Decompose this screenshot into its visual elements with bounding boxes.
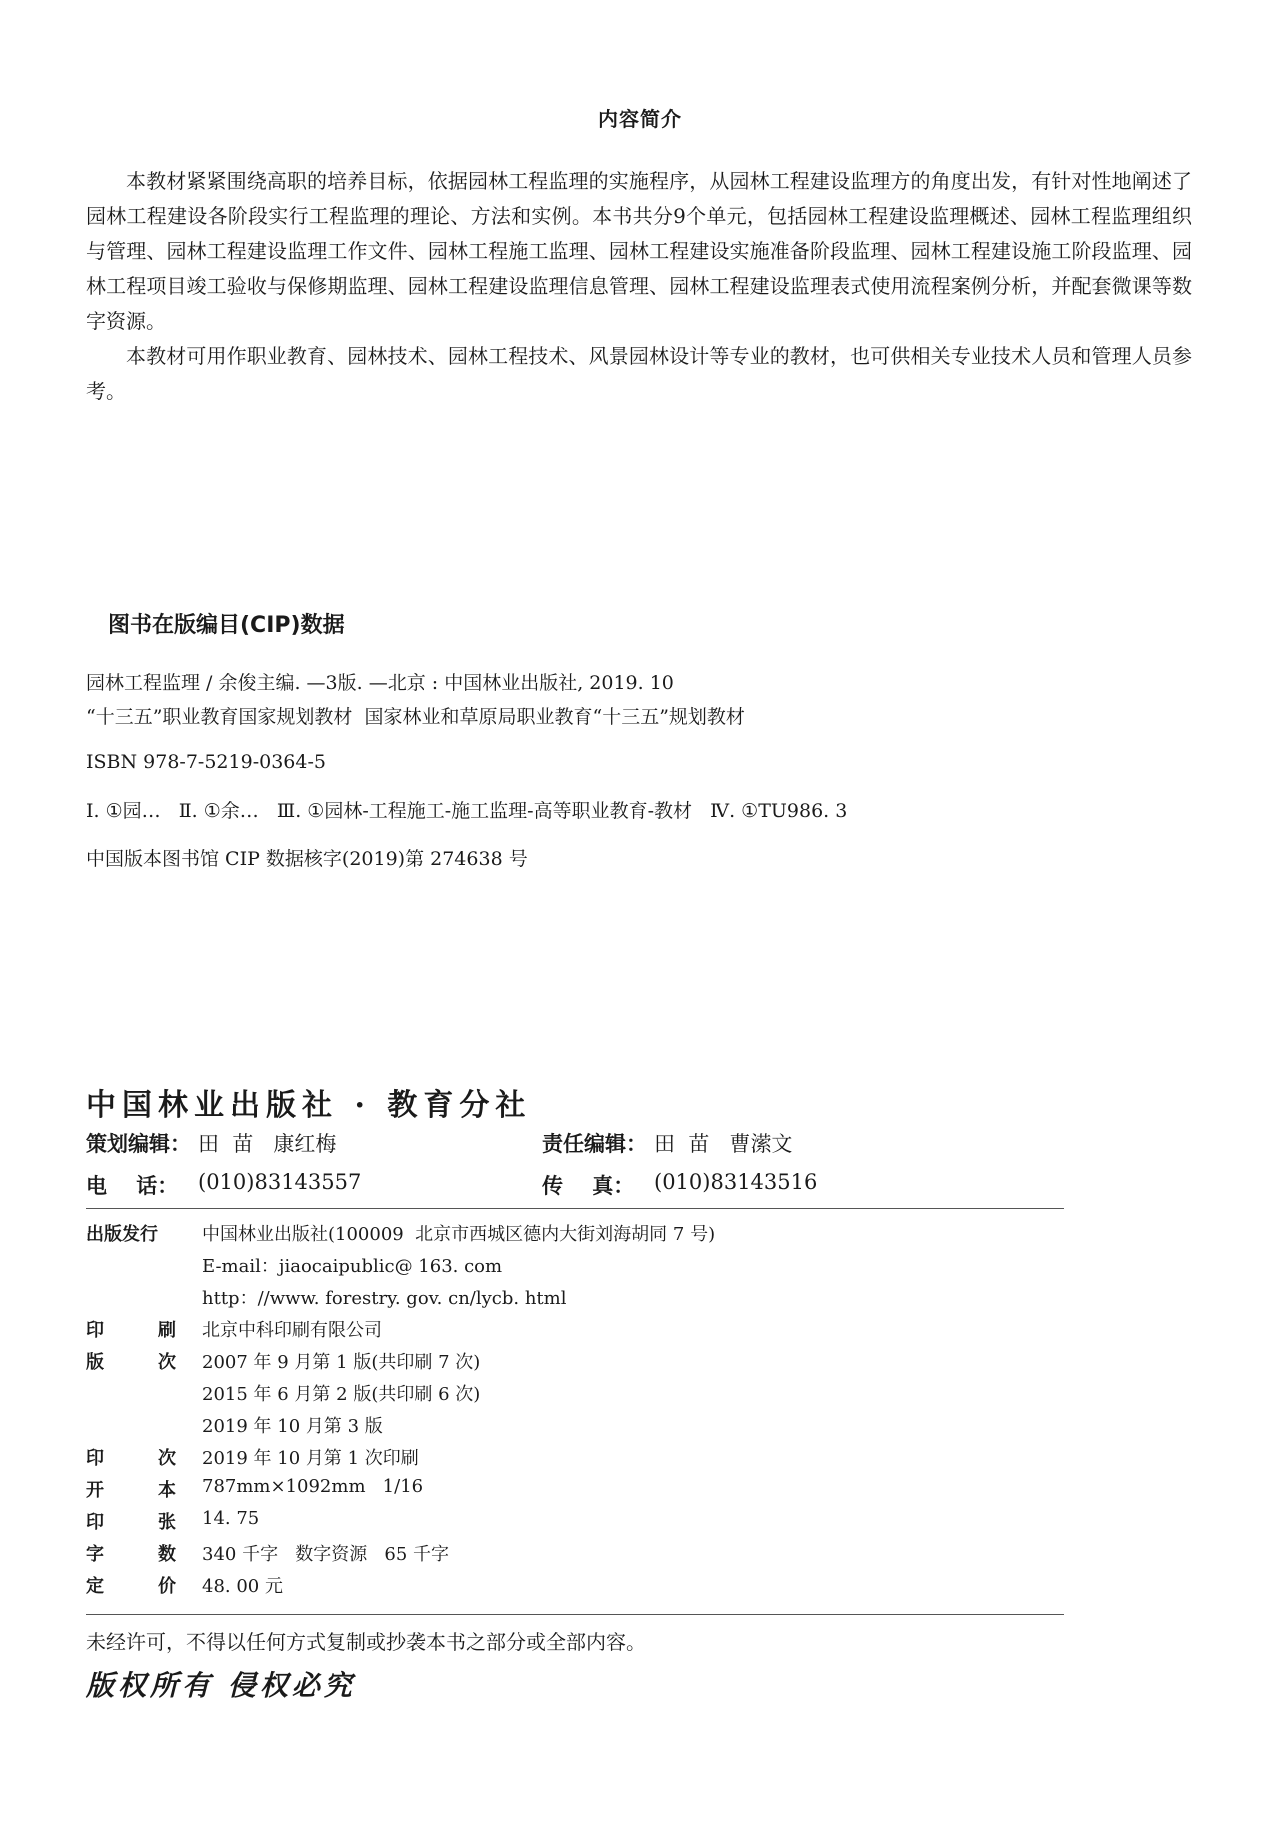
summary-title: 内容简介 <box>598 107 682 131</box>
fax: (010)83143516 <box>654 1170 818 1194</box>
info-value: 2007 年 9 月第 1 版(共印刷 7 次) <box>202 1352 481 1373</box>
cip-line: ISBN 978-7-5219-0364-5 <box>86 751 326 773</box>
summary-body <box>86 164 1192 409</box>
info-key: 开 本 <box>86 1480 176 1501</box>
publisher-name: 中国林业出版社 · 教育分社 <box>86 1088 532 1123</box>
info-value: 北京中科印刷有限公司 <box>202 1320 382 1341</box>
info-value: 340 千字 数字资源 65 千字 <box>202 1544 450 1565</box>
fax-label: 传 真： <box>542 1174 635 1198</box>
info-key: 印 次 <box>86 1448 176 1469</box>
info-value: 中国林业出版社(100009 北京市西城区德内大街刘海胡同 7 号) <box>202 1224 716 1245</box>
info-key: 出版发行 <box>86 1224 158 1245</box>
website: http：//www. forestry. gov. cn/lycb. html <box>202 1288 567 1309</box>
info-value: 787mm×1092mm 1/16 <box>202 1476 424 1497</box>
summary-paragraph: 本教材可用作职业教育、园林技术、园林工程技术、风景园林设计等专业的教材，也可供相关专业技术人员和管理人员参考。 <box>86 344 1192 403</box>
planning-editor: 田 苗 康红梅 <box>198 1132 337 1156</box>
info-key: 字 数 <box>86 1544 176 1565</box>
cip-line: 中国版本图书馆 CIP 数据核字(2019)第 274638 号 <box>86 848 528 870</box>
cip-line: 园林工程监理 / 余俊主编. —3版. —北京 : 中国林业出版社, 2019. 10 <box>86 672 674 694</box>
info-value: 2019 年 10 月第 3 版 <box>202 1416 383 1437</box>
info-key: 版 次 <box>86 1352 176 1373</box>
cip-line: “十三五”职业教育国家规划教材 国家林业和草原局职业教育“十三五”规划教材 <box>86 706 745 728</box>
responsible-editor-label: 责任编辑： <box>542 1132 647 1156</box>
summary-paragraph: 本教材紧紧围绕高职的培养目标，依据园林工程监理的实施程序，从园林工程建设监理方的角度出发，有针对性地阐述了园林工程建设各阶段实行工程监理的理论、方法和实例。本书共分9个单元，包括园林工程建设监理概述、园林工程监理组织与管理、园林工程建设监理工作文件、园林工程施工监理、园林工程建设实施准备阶段监理、园林工程建设施工阶段监理、园林工程项目竣工验收与保修期监理、园林工程建设监理信息管理、园林工程建设监理表式使用流程案例分析，并配套微课等数字资源。 <box>86 169 1192 333</box>
info-value: 2015 年 6 月第 2 版(共印刷 6 次) <box>202 1384 481 1405</box>
info-key: 定 价 <box>86 1576 176 1597</box>
cip-line: Ⅰ. ①园… Ⅱ. ①余… Ⅲ. ①园林-工程施工-施工监理-高等职业教育-教材 Ⅳ. ①TU986. 3 <box>86 800 848 822</box>
cip-title: 图书在版编目(CIP)数据 <box>108 613 345 638</box>
info-value: 14. 75 <box>202 1508 260 1529</box>
divider <box>86 1614 1064 1615</box>
info-value: 48. 00 元 <box>202 1576 283 1597</box>
info-key: 印 刷 <box>86 1320 176 1341</box>
responsible-editor: 田 苗 曹潆文 <box>654 1132 793 1156</box>
info-key: 印 张 <box>86 1512 176 1533</box>
copyright-slogan: 版权所有 侵权必究 <box>86 1669 356 1702</box>
info-value: 2019 年 10 月第 1 次印刷 <box>202 1448 419 1469</box>
divider <box>86 1208 1064 1209</box>
phone-label: 电 话： <box>86 1174 179 1198</box>
planning-editor-label: 策划编辑： <box>86 1132 191 1156</box>
copyright-notice: 未经许可，不得以任何方式复制或抄袭本书之部分或全部内容。 <box>86 1630 646 1654</box>
email: E-mail：jiaocaipublic@ 163. com <box>202 1256 503 1277</box>
phone: (010)83143557 <box>198 1170 362 1194</box>
